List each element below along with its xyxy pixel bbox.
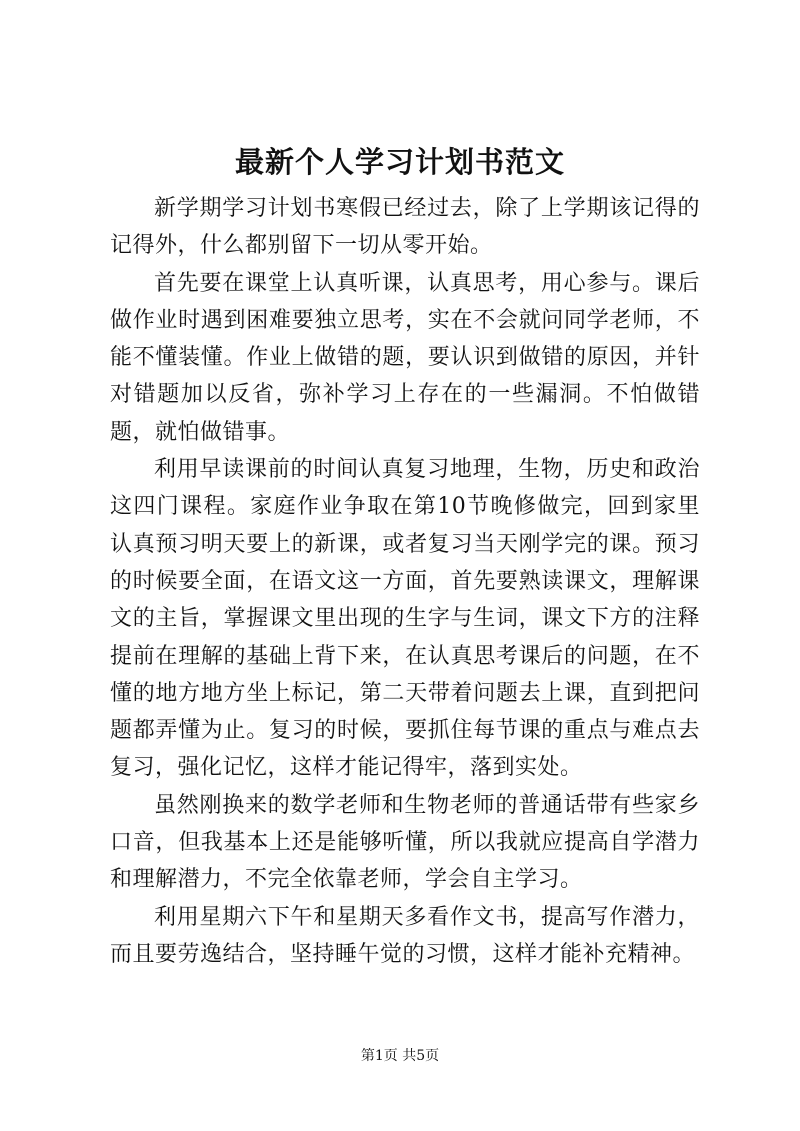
document-body (110, 190, 700, 973)
paragraph-3: 利用早读课前的时间认真复习地理，生物，历史和政治这四门课程。家庭作业争取在第10节晚修做完，回到家里认真预习明天要上的新课，或者复习当天刚学完的课。预习的时候要全面，在语文这一方面，首先要熟读课文，理解课文的主旨，掌握课文里出现的生字与生词，课文下方的注释提前在理解的基础上背下来，在认真思考课后的问题，在不懂的地方地方坐上标记，第二天带着问题去上课，直到把问题都弄懂为止。复习的时候，要抓住每节课的重点与难点去复习，强化记忆，这样才能记得牢，落到实处。 (110, 457, 700, 781)
paragraph-4: 虽然刚换来的数学老师和生物老师的普通话带有些家乡口音，但我基本上还是能够听懂，所以我就应提高自学潜力和理解潜力，不完全依靠老师，学会自主学习。 (110, 792, 700, 893)
paragraph-5: 利用星期六下午和星期天多看作文书，提高写作潜力，而且要劳逸结合，坚持睡午觉的习惯，这样才能补充精神。 (110, 904, 700, 967)
page-footer: 第1页 共5页 (360, 1048, 440, 1064)
paragraph-1: 新学期学习计划书寒假已经过去，除了上学期该记得的记得外，什么都别留下一切从零开始。 (110, 196, 700, 259)
paragraph-2: 首先要在课堂上认真听课，认真思考，用心参与。课后做作业时遇到困难要独立思考，实在不会就问同学老师，不能不懂装懂。作业上做错的题，要认识到做错的原因，并针对错题加以反省，弥补学习上存在的一些漏洞。不怕做错题，就怕做错事。 (110, 270, 700, 445)
document-title: 最新个人学习计划书范文 (234, 145, 565, 179)
